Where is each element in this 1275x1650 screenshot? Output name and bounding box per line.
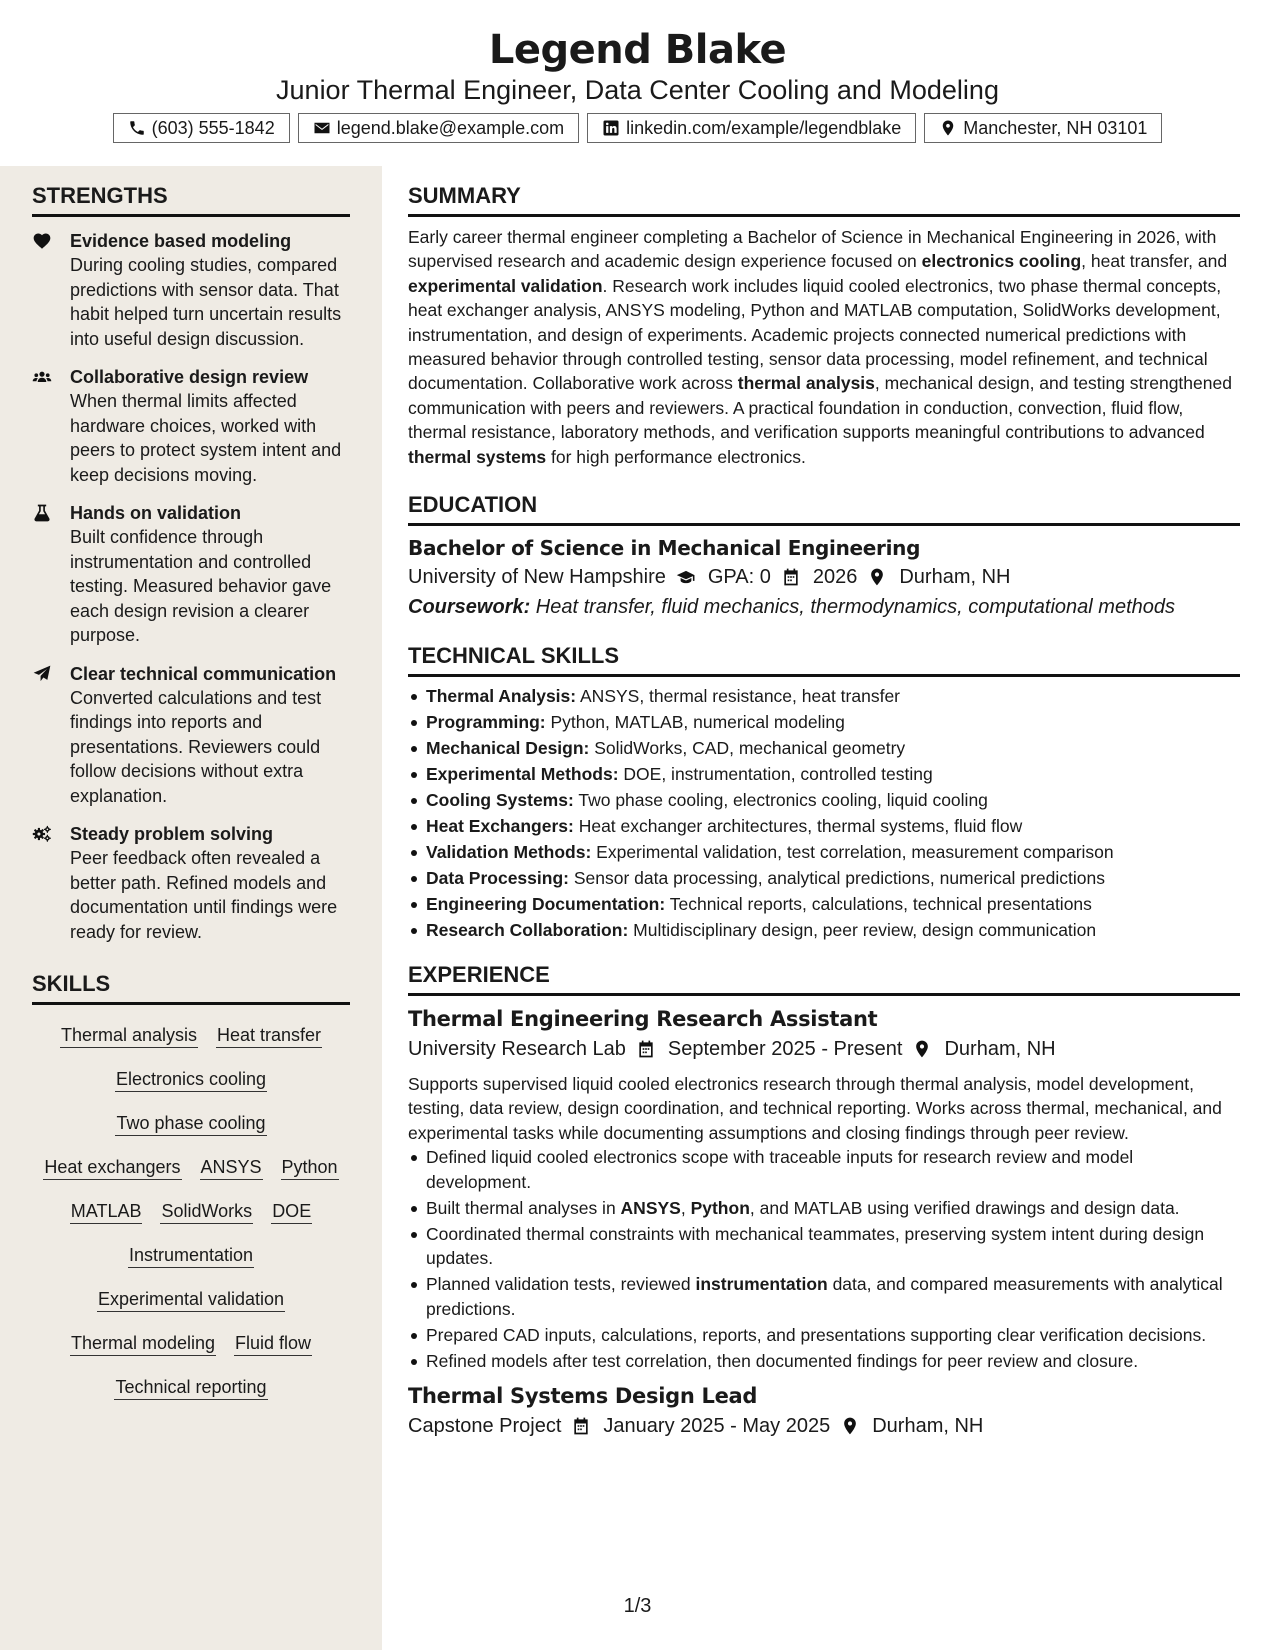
- page-number: 1/3: [623, 1595, 652, 1617]
- contact-location[interactable]: [924, 113, 1162, 143]
- skill-tag: Technical reporting: [114, 1375, 267, 1400]
- summary-heading: SUMMARY: [408, 166, 1240, 217]
- education-section: [408, 475, 1240, 622]
- bold-keyword: electronics cooling: [921, 251, 1082, 272]
- envelope-icon: [313, 119, 331, 137]
- coursework-label: Coursework:: [408, 596, 531, 619]
- job-meta: [408, 1034, 1240, 1064]
- education-meta: [408, 562, 1240, 592]
- skill-values: Multidisciplinary design, peer review, design communication: [628, 920, 1097, 941]
- skill-values: ANSYS, thermal resistance, heat transfer: [576, 686, 901, 707]
- experience-heading: EXPERIENCE: [408, 945, 1240, 996]
- strength-item: [32, 501, 350, 648]
- list-item: [408, 840, 1240, 865]
- summary-section: [408, 166, 1240, 469]
- map-pin-icon: [867, 567, 887, 587]
- strength-title: Steady problem solving: [70, 824, 274, 844]
- job-description: Supports supervised liquid cooled electronics research through thermal analysis, model development, testing, data review, design coordination, and technical reporting. Works across thermal, mechanical, and experimental tasks while documenting assumptions and closing findings through peer review.: [408, 1073, 1222, 1143]
- skill-tag: Thermal modeling: [70, 1331, 216, 1356]
- list-item: [408, 1196, 1240, 1221]
- education-heading: EDUCATION: [408, 475, 1240, 526]
- skill-tag: Electronics cooling: [115, 1067, 267, 1092]
- skill-category: Research Collaboration:: [426, 920, 629, 941]
- job-title: Thermal Systems Design Lead: [408, 1384, 758, 1409]
- gears-icon: [32, 824, 52, 844]
- calendar-icon: [571, 1416, 591, 1436]
- text-run: , heat transfer, and: [1081, 251, 1228, 272]
- text-run: Coordinated thermal constraints with mechanical teammates, preserving system intent during design updates.: [426, 1223, 1205, 1269]
- skill-values: Python, MATLAB, numerical modeling: [545, 712, 845, 733]
- candidate-headline: Junior Thermal Engineer, Data Center Cooling and Modeling: [276, 75, 999, 105]
- skill-tag: Experimental validation: [97, 1287, 285, 1312]
- graduation-year: 2026: [812, 566, 858, 589]
- list-item: [408, 814, 1240, 839]
- job-org: Capstone Project: [408, 1415, 562, 1438]
- degree-title: Bachelor of Science in Mechanical Engineering: [408, 536, 921, 561]
- job-bullets: [408, 1145, 1240, 1373]
- skill-tag: Instrumentation: [128, 1243, 254, 1268]
- job-dates: September 2025 - Present: [667, 1037, 903, 1060]
- summary-text: [408, 225, 1240, 469]
- strength-title: Hands on validation: [70, 503, 242, 523]
- heart-icon: [32, 231, 52, 251]
- education-location: Durham, NH: [899, 566, 1011, 589]
- map-pin-icon: [939, 119, 957, 137]
- skill-tag: DOE: [271, 1199, 312, 1224]
- text-run: for high performance electronics.: [546, 446, 806, 467]
- skill-values: SolidWorks, CAD, mechanical geometry: [589, 738, 906, 759]
- candidate-name: Legend Blake: [488, 27, 787, 73]
- job-entry: [408, 1381, 1240, 1441]
- strength-desc: Peer feedback often revealed a better path. Refined models and documentation until findings were ready for review.: [70, 848, 338, 942]
- skills-section: [32, 954, 350, 1400]
- skill-tag: Thermal analysis: [60, 1023, 198, 1048]
- skill-category: Experimental Methods:: [426, 764, 619, 785]
- strength-title: Evidence based modeling: [70, 231, 292, 251]
- text-run: ,: [680, 1197, 691, 1218]
- list-item: [408, 736, 1240, 761]
- list-item: [408, 918, 1240, 943]
- technical-skills-heading: TECHNICAL SKILLS: [408, 626, 1240, 677]
- list-item: [408, 1323, 1240, 1348]
- text-run: , and MATLAB using verified drawings and design data.: [749, 1197, 1180, 1218]
- skill-values: Heat exchanger architectures, thermal systems, fluid flow: [573, 816, 1023, 837]
- text-run: Early career thermal engineer completing a Bachelor of Science in Mechanical Engineering in 2026, with supervised research and academic design experience focused on: [408, 227, 1217, 272]
- job-title: Thermal Engineering Research Assistant: [408, 1006, 878, 1031]
- calendar-icon: [636, 1039, 656, 1059]
- skill-tag: Two phase cooling: [115, 1111, 266, 1136]
- strength-desc: Converted calculations and test findings into reports and presentations. Reviewers could follow decisions without extra explanation.: [70, 687, 322, 806]
- text-run: . Research work includes liquid cooled electronics, two phase thermal concepts, heat exchanger analysis, ANSYS modeling, Python and MATLAB computation, SolidWorks development, instrumentation, and design of experiments. Academic projects connected numerical predictions with measured behavior through controlled testing, sensor data processing, model refinement, and technical documentation. Collaborative work across: [408, 275, 1222, 394]
- bold-keyword: ANSYS: [620, 1197, 681, 1218]
- text-run: Planned validation tests, reviewed: [426, 1274, 696, 1295]
- strength-desc: When thermal limits affected hardware choices, worked with peers to protect system intent and keep decisions moving.: [70, 391, 342, 485]
- technical-skills-section: [408, 626, 1240, 943]
- bold-keyword: Python: [690, 1197, 750, 1218]
- text-run: Prepared CAD inputs, calculations, reports, and presentations supporting clear verification decisions.: [426, 1324, 1207, 1345]
- phone-icon: [128, 119, 146, 137]
- list-item: [408, 1349, 1240, 1374]
- main-content: [408, 166, 1240, 1650]
- skill-category: Engineering Documentation:: [426, 894, 666, 915]
- bold-keyword: thermal systems: [408, 446, 547, 467]
- paper-plane-icon: [32, 664, 52, 684]
- school-name: University of New Hampshire: [408, 566, 666, 589]
- strength-item: [32, 365, 350, 487]
- contact-phone[interactable]: [113, 113, 290, 143]
- job-meta: [408, 1411, 1240, 1441]
- list-item: [408, 892, 1240, 917]
- technical-skills-list: [408, 684, 1240, 943]
- skills-cloud: [32, 1005, 350, 1400]
- skill-tag: Fluid flow: [234, 1331, 312, 1356]
- skill-category: Mechanical Design:: [426, 738, 590, 759]
- strength-desc: During cooling studies, compared predictions with sensor data. That habit helped turn uncertain results into useful design discussion.: [70, 255, 342, 349]
- contact-email-text: legend.blake@example.com: [336, 118, 565, 138]
- text-run: Refined models after test correlation, then documented findings for peer review and closure.: [426, 1350, 1139, 1371]
- strength-item: [32, 229, 350, 351]
- strengths-heading: STRENGTHS: [32, 166, 350, 217]
- strength-desc: Built confidence through instrumentation and controlled testing. Measured behavior gave each design revision a clearer purpose.: [70, 527, 332, 645]
- job-dates: January 2025 - May 2025: [603, 1415, 831, 1438]
- strength-title: Collaborative design review: [70, 367, 309, 387]
- sidebar: [0, 166, 382, 1650]
- list-item: [408, 762, 1240, 787]
- skill-category: Validation Methods:: [426, 842, 592, 863]
- skill-category: Cooling Systems:: [426, 790, 574, 811]
- strength-item: [32, 662, 350, 809]
- flask-icon: [32, 503, 52, 523]
- contact-bar: [0, 113, 1275, 143]
- contact-phone-text: (603) 555-1842: [151, 118, 275, 138]
- resume-header: [0, 0, 1275, 166]
- text-run: Built thermal analyses in: [426, 1197, 621, 1218]
- strengths-section: [32, 166, 350, 944]
- text-run: Defined liquid cooled electronics scope with traceable inputs for research review and model development.: [426, 1147, 1134, 1192]
- text-run: data, and compared measurements with analytical predictions.: [426, 1274, 1223, 1319]
- skill-tag: MATLAB: [70, 1199, 143, 1224]
- skill-tag: Heat exchangers: [43, 1155, 181, 1180]
- list-item: [408, 1222, 1240, 1271]
- strength-title: Clear technical communication: [70, 663, 337, 684]
- contact-email[interactable]: [298, 113, 579, 143]
- job-entry: [408, 1004, 1240, 1374]
- job-location: Durham, NH: [944, 1037, 1056, 1060]
- linkedin-icon: [602, 119, 620, 137]
- skill-values: Sensor data processing, analytical predictions, numerical predictions: [568, 868, 1105, 889]
- skill-values: DOE, instrumentation, controlled testing: [618, 764, 933, 785]
- users-icon: [32, 367, 52, 387]
- job-location: Durham, NH: [872, 1415, 984, 1438]
- coursework-list: Heat transfer, fluid mechanics, thermodynamics, computational methods: [530, 596, 1175, 619]
- contact-linkedin-text: linkedin.com/example/legendblake: [626, 118, 902, 138]
- skills-heading: SKILLS: [32, 954, 350, 1005]
- list-item: [408, 788, 1240, 813]
- map-pin-icon: [912, 1039, 932, 1059]
- strength-item: [32, 822, 350, 944]
- skill-values: Technical reports, calculations, technical presentations: [665, 894, 1092, 915]
- job-org: University Research Lab: [408, 1037, 626, 1060]
- bold-keyword: instrumentation: [695, 1274, 828, 1295]
- skill-tag: SolidWorks: [160, 1199, 253, 1224]
- bold-keyword: thermal analysis: [737, 373, 875, 394]
- contact-linkedin[interactable]: [587, 113, 916, 143]
- skill-category: Programming:: [426, 712, 546, 733]
- skill-tag: Python: [281, 1155, 339, 1180]
- skill-values: Experimental validation, test correlation, measurement comparison: [591, 842, 1114, 863]
- graduation-cap-icon: [676, 567, 696, 587]
- calendar-icon: [781, 567, 801, 587]
- contact-location-text: Manchester, NH 03101: [963, 118, 1148, 138]
- list-item: [408, 866, 1240, 891]
- coursework: [408, 592, 1240, 622]
- skill-category: Heat Exchangers:: [426, 816, 574, 837]
- skill-tag: ANSYS: [200, 1155, 263, 1180]
- list-item: [408, 1272, 1240, 1321]
- skill-values: Two phase cooling, electronics cooling, liquid cooling: [573, 790, 988, 811]
- gpa: GPA: 0: [707, 566, 771, 589]
- skill-tag: Heat transfer: [216, 1023, 322, 1048]
- text-run: , mechanical design, and testing strengthened communication with peers and reviewers. A practical foundation in conduction, convection, fluid flow, thermal resistance, laboratory methods, and verification supports meaningful contributions to advanced: [408, 373, 1232, 443]
- list-item: [408, 684, 1240, 709]
- list-item: [408, 710, 1240, 735]
- experience-section: [408, 945, 1240, 1442]
- skill-category: Data Processing:: [426, 868, 569, 889]
- skill-category: Thermal Analysis:: [426, 686, 577, 707]
- bold-keyword: experimental validation: [408, 275, 603, 296]
- map-pin-icon: [840, 1416, 860, 1436]
- list-item: [408, 1145, 1240, 1194]
